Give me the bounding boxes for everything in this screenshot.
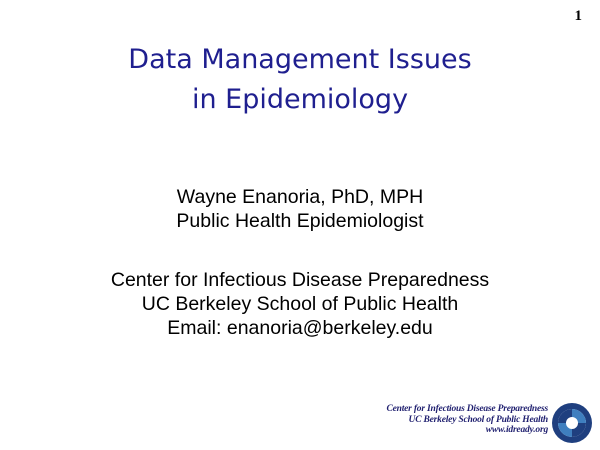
swirl-logo-center — [569, 420, 576, 427]
author-block — [0, 185, 600, 233]
author-name: Wayne Enanoria, PhD, MPH — [176, 186, 424, 208]
footer-logo-line-3: www.idready.org — [485, 425, 548, 435]
swirl-logo-icon — [550, 401, 594, 445]
affiliation-school: UC Berkeley School of Public Health — [141, 293, 459, 315]
footer-logo-text — [386, 404, 548, 436]
author-role: Public Health Epidemiologist — [176, 210, 424, 232]
affiliation-block — [0, 268, 600, 340]
slide-number: 1 — [574, 8, 582, 24]
slide-title-line-1: Data Management Issues — [128, 44, 472, 75]
slide-title — [0, 40, 600, 120]
affiliation-email: Email: enanoria@berkeley.edu — [167, 317, 433, 339]
slide-title-line-2: in Epidemiology — [191, 84, 409, 115]
footer-logo-line-2: UC Berkeley School of Public Health — [408, 414, 548, 425]
footer-logo-line-1: Center for Infectious Disease Preparedness — [386, 404, 548, 414]
affiliation-center: Center for Infectious Disease Preparedness — [110, 269, 490, 291]
